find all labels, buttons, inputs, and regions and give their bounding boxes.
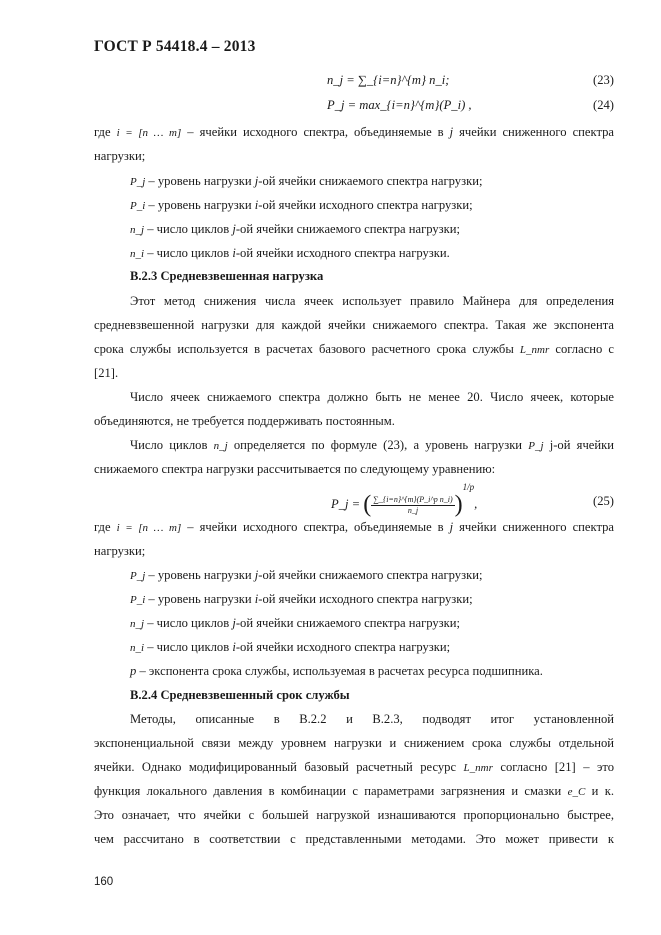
math-symbol: j (254, 568, 259, 582)
math-symbol: i (232, 640, 236, 654)
equation-23-number: (23) (593, 73, 614, 87)
text-fragment: – экспонента срока службы, используемая в расчетах ресурса подшипника. (136, 664, 543, 678)
text-fragment: -ой ячейки исходного спектра нагрузки. (235, 246, 450, 260)
equation-24-formula: P_j = max_{i=n}^{m}(P_i) , (327, 98, 472, 112)
text-fragment: – уровень нагрузки (145, 198, 255, 212)
paragraph-line: Это означает, что ячейки с большей нагрузкой изнашиваются пропорционально быстрее, (94, 808, 614, 822)
definition-line (130, 197, 650, 214)
text-fragment: -ой ячейки снижаемого спектра нагрузки; (235, 616, 461, 630)
math-symbol: n_j (130, 224, 145, 236)
math-symbol: j (449, 520, 454, 534)
math-symbol: P_i (130, 200, 146, 212)
math-symbol: i (254, 198, 259, 212)
math-symbol: n_j (130, 618, 145, 630)
text-fragment: согласно с (549, 342, 614, 356)
text-fragment: -ой ячейки снижаемого спектра нагрузки; (258, 568, 483, 582)
text-fragment: -ой ячейки исходного спектра нагрузки; (258, 592, 473, 606)
math-symbol: n_j (213, 440, 228, 452)
text-fragment: ячейки сниженного спектра (453, 520, 615, 534)
text-fragment: – число циклов (144, 246, 233, 260)
text-fragment: – число циклов (144, 640, 233, 654)
text-fragment: где (94, 520, 117, 534)
math-symbol: P_i (130, 594, 146, 606)
equation-25 (94, 482, 614, 518)
math-symbol: i (254, 592, 259, 606)
text-fragment: – ячейки исходного спектра, объединяемые в (181, 125, 450, 139)
equation-25-lhs: P_j = (331, 497, 364, 511)
math-symbol: i = [n … m] (116, 127, 182, 139)
math-symbol: P_j (130, 176, 146, 188)
equation-25-exponent: 1/p (462, 482, 475, 492)
equation-24 (94, 98, 614, 118)
text-fragment: где (94, 125, 117, 139)
paragraph-line (94, 759, 614, 776)
text-fragment: ячейки. Однако модифицированный базовый расчетный ресурс (94, 760, 464, 774)
text-fragment: – ячейки исходного спектра, объединяемые в (181, 520, 450, 534)
section-heading-b24: В.2.4 Средневзвешенный срок службы (130, 688, 350, 702)
text-fragment: – уровень нагрузки (145, 568, 255, 582)
equation-23 (94, 73, 614, 93)
math-symbol: i (232, 246, 236, 260)
paragraph-line (130, 437, 614, 454)
definition-line (130, 173, 650, 190)
definition-line (130, 639, 650, 656)
math-symbol: i = [n … m] (116, 522, 182, 534)
text-fragment: – уровень нагрузки (145, 174, 255, 188)
equation-24-number: (24) (593, 98, 614, 112)
text-fragment: -ой ячейки исходного спектра нагрузки; (258, 198, 473, 212)
paragraph-line: Методы, описанные в В.2.2 и В.2.3, подводят итог установленной (130, 712, 614, 726)
math-symbol: j (254, 174, 259, 188)
text-fragment: -ой ячейки снижаемого спектра нагрузки; (235, 222, 461, 236)
math-symbol: L_nmr (463, 762, 493, 774)
math-symbol: P_j (528, 440, 544, 452)
paragraph-line: Число ячеек снижаемого спектра должно быть не менее 20. Число ячеек, которые (130, 390, 614, 404)
text-fragment: срока службы используется в расчетах базового расчетного срока службы (94, 342, 520, 356)
document-header: ГОСТ Р 54418.4 – 2013 (94, 38, 256, 55)
text-fragment: – число циклов (144, 616, 233, 630)
math-symbol: p (130, 664, 137, 678)
paragraph-line: [21]. (94, 366, 119, 380)
text-fragment: – уровень нагрузки (145, 592, 255, 606)
text-fragment: ячейки сниженного спектра (453, 125, 615, 139)
equation-25-numerator: ∑_{i=n}^{m}(P_i^p n_i) (373, 494, 453, 504)
definition-line (130, 663, 650, 679)
paragraph-line (94, 519, 614, 536)
text-fragment: определяется по формуле (23), а уровень нагрузки (227, 438, 529, 452)
equation-25-number: (25) (593, 494, 614, 508)
math-symbol: j (232, 616, 236, 630)
equation-25-tail: , (474, 497, 478, 511)
paragraph-line (94, 124, 614, 141)
text-fragment: функция локального давления в комбинации с параметрами загрязнения и смазки (94, 784, 568, 798)
equation-23-formula: n_j = ∑_{i=n}^{m} n_i; (327, 73, 450, 87)
math-symbol: e_C (567, 786, 586, 798)
text-fragment: согласно [21] – это (492, 760, 614, 774)
text-fragment: – число циклов (144, 222, 233, 236)
definition-line (130, 221, 650, 238)
definition-line (130, 615, 650, 632)
page-number: 160 (94, 876, 114, 888)
math-symbol: n_i (130, 248, 145, 260)
section-heading-b23: В.2.3 Средневзвешенная нагрузка (130, 269, 324, 283)
math-symbol: P_j (130, 570, 146, 582)
paragraph-line: экспоненциальной связи между уровнем нагрузки и снижением срока службы отдельной (94, 736, 614, 750)
paragraph-line: чем рассчитано в соответствии с представленными методами. Это может привести к (94, 832, 614, 846)
paragraph-line (94, 783, 614, 800)
paragraph-line: нагрузки; (94, 544, 146, 558)
text-fragment: -ой ячейки исходного спектра нагрузки; (235, 640, 451, 654)
definition-line (130, 245, 650, 262)
definition-line (130, 591, 650, 608)
math-symbol: n_i (130, 642, 145, 654)
paragraph-line: объединяются, не требуется поддерживать постоянным. (94, 414, 395, 428)
math-symbol: L_nmr (519, 344, 550, 356)
text-fragment: j-ой ячейки (543, 438, 614, 452)
paragraph-line (94, 341, 614, 358)
paragraph-line: снижаемого спектра нагрузки рассчитывается по следующему уравнению: (94, 462, 496, 476)
equation-25-formula: P_j = ( $\frac{\text{∑\_\{i=n\}\textasciicircum{}\{m\}(P\_i\textasciicircum{}p n\_i)}}{n\_j}$ )$^{1/p}$, (331, 482, 478, 518)
paragraph-line: Этот метод снижения числа ячеек использует правило Майнера для определения (130, 294, 614, 308)
paragraph-line: средневзвешенной нагрузки для каждой ячейки снижаемого спектра. Такая же экспонента (94, 318, 614, 332)
math-symbol: j (232, 222, 236, 236)
math-symbol: j (449, 125, 454, 139)
text-fragment: Число циклов (130, 438, 214, 452)
definition-line (130, 567, 650, 584)
equation-25-denominator: n_j (407, 505, 419, 515)
text-fragment: и к. (585, 784, 614, 798)
paragraph-line: нагрузки; (94, 149, 146, 163)
text-fragment: -ой ячейки снижаемого спектра нагрузки; (258, 174, 483, 188)
